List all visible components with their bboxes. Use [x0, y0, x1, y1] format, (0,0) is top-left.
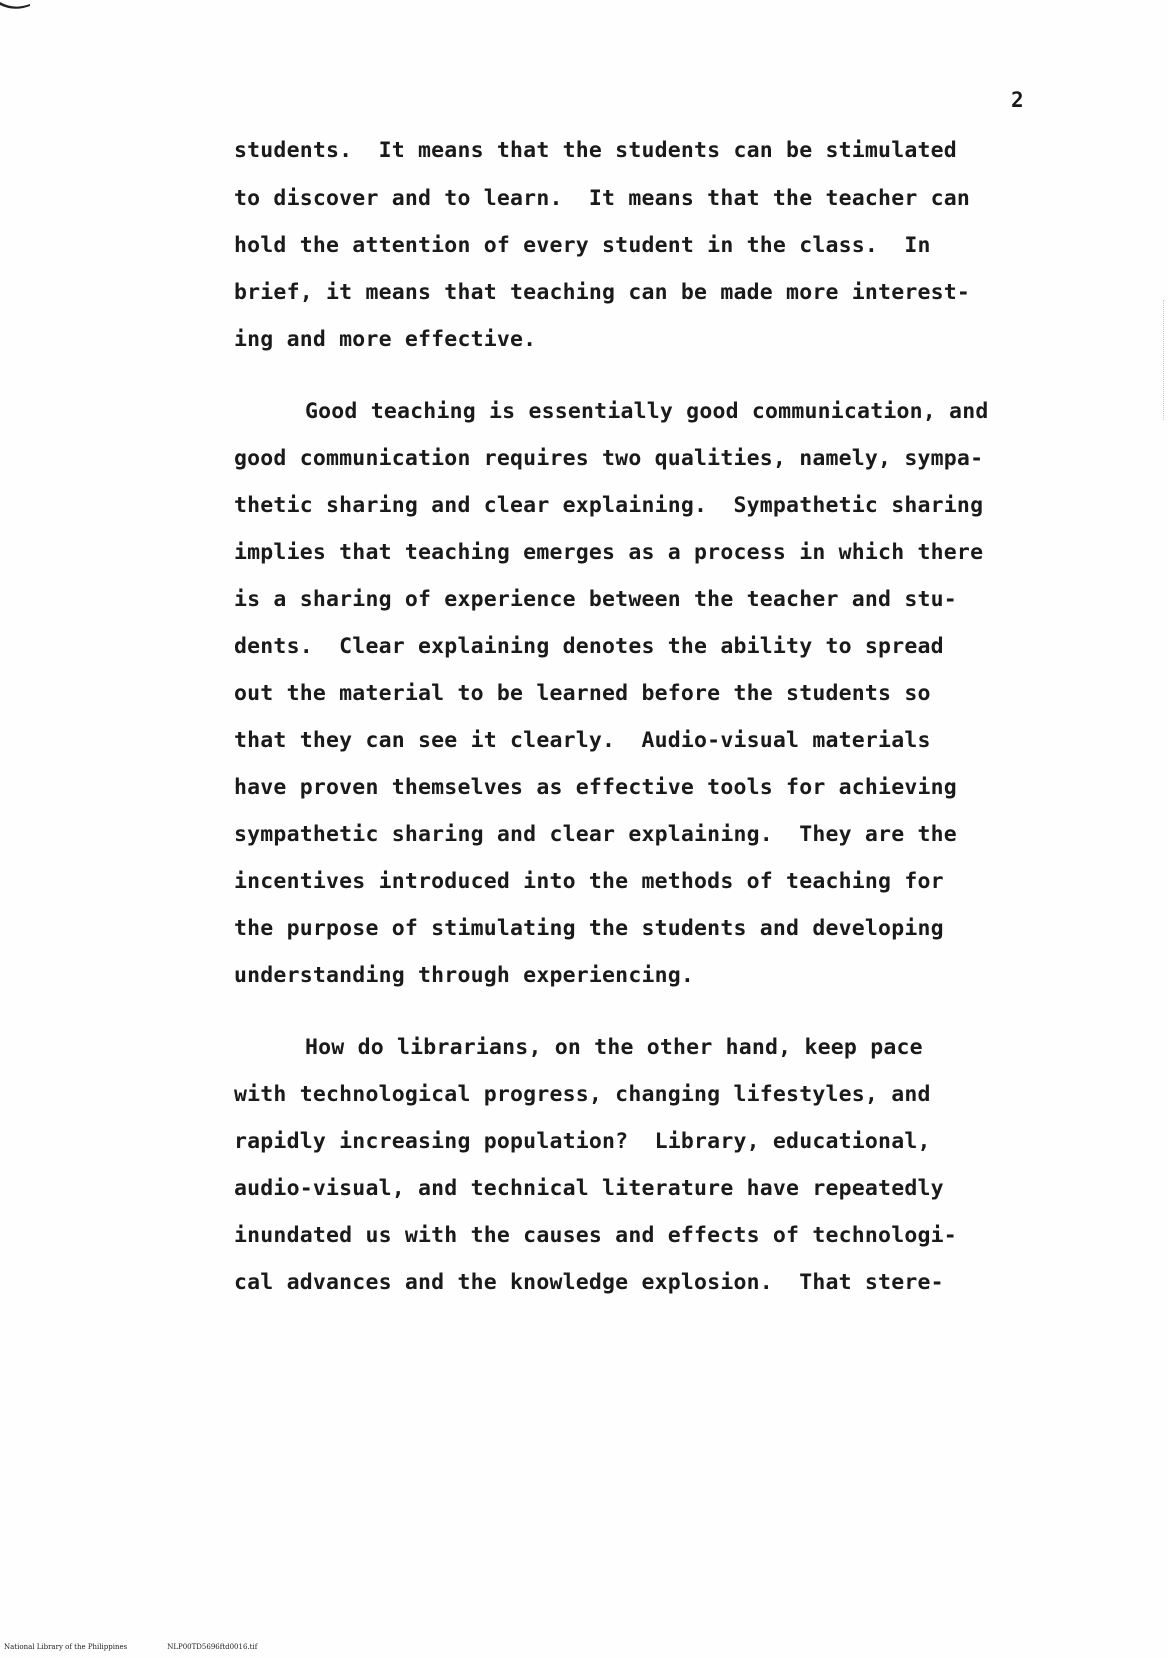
text-line: the purpose of stimulating the students and developing: [234, 916, 944, 941]
text-line: good communication requires two qualities, namely, sympa-: [234, 446, 984, 471]
text-line: hold the attention of every student in the class. In: [234, 233, 931, 258]
text-line: students. It means that the students can be stimulated: [234, 138, 957, 163]
text-line: dents. Clear explaining denotes the ability to spread: [234, 634, 944, 659]
text-line: How do librarians, on the other hand, keep pace: [305, 1035, 923, 1060]
text-line: have proven themselves as effective tools for achieving: [234, 775, 957, 800]
page-number: 2: [1011, 88, 1024, 112]
text-line: is a sharing of experience between the teacher and stu-: [234, 587, 957, 612]
footer-library: National Library of the Philippines: [4, 1643, 128, 1651]
scan-footer: [4, 1643, 257, 1651]
text-line: with technological progress, changing lifestyles, and: [234, 1082, 931, 1107]
text-line: cal advances and the knowledge explosion. That stere-: [234, 1270, 944, 1295]
footer-filename: NLP00TD5696ftd0016.tif: [167, 1643, 258, 1651]
text-line: implies that teaching emerges as a process in which there: [234, 540, 984, 565]
text-line: inundated us with the causes and effects of technologi-: [234, 1223, 957, 1248]
text-line: brief, it means that teaching can be made more interest-: [234, 280, 971, 305]
text-line: incentives introduced into the methods of teaching for: [234, 869, 944, 894]
scan-corner-mark: [0, 0, 48, 10]
text-line: ing and more effective.: [234, 327, 537, 352]
text-line: audio-visual, and technical literature have repeatedly: [234, 1176, 944, 1201]
text-line: understanding through experiencing.: [234, 963, 695, 988]
text-line: Good teaching is essentially good communication, and: [305, 399, 989, 424]
text-line: that they can see it clearly. Audio-visual materials: [234, 728, 931, 753]
scan-edge-artifact: [1160, 300, 1164, 420]
text-line: rapidly increasing population? Library, educational,: [234, 1129, 931, 1154]
text-line: thetic sharing and clear explaining. Sympathetic sharing: [234, 493, 984, 518]
text-line: out the material to be learned before the students so: [234, 681, 931, 706]
text-line: sympathetic sharing and clear explaining. They are the: [234, 822, 957, 847]
text-line: to discover and to learn. It means that the teacher can: [234, 186, 971, 211]
